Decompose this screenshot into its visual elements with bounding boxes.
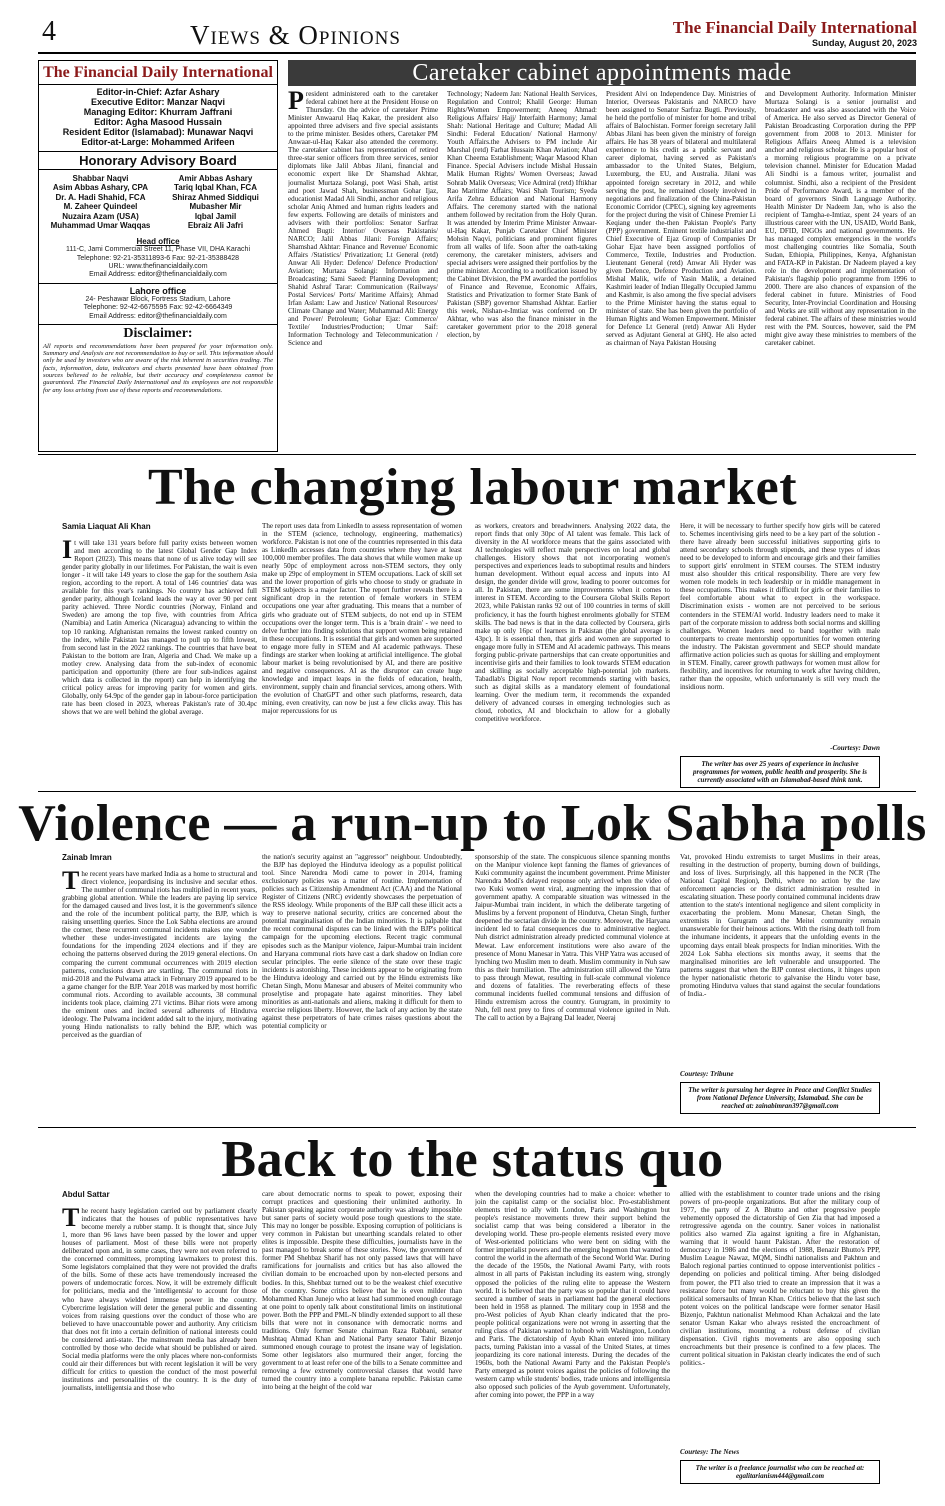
address-line: Email Address: editor@thefinancialdaily.com [89, 271, 227, 279]
paper-name: The Financial Daily International [672, 18, 917, 37]
article-caretaker-title: Caretaker cabinet appointments made [288, 60, 916, 86]
article-violence-col-3: sponsorship of the state. The conspicuous silence spanning months on the Manipur violence kept fanning the flames of grievances of Kuki community against the incumbent government. Prime Minister Narendra Modi's delayed response only arrived when the video of two Kuki women went viral, augmenting the impression that of government apathy. A comparable situation was witnessed in the Jaipur-Mumbai train incident, in which the deliberate targeting of Muslims by a fervent proponent of Hindutva, Chetan Singh, further deepened the sectarian divide in the country. Moreover, the Haryana incident led to fatal consequences due to administrative neglect. Nuh district administration already predicted communal violence at Mewat. Law enforcement institutions were also aware of the presence of Monu Manesar in Yatra. This VHP Yatra was accused of lynching two Muslim men to death. Muslim community in Nuh saw this as their humiliation. The administration still allowed the Yatra to pass through Mewat, resulting in full-scale communal violence and dozens of fatalities. The reverberating effects of these communal incidents fuelled communal tensions and diffusion of Hindu extremism across the country. Gurugram, in proximity to Nuh, fell next prey to fires of communal violence ignited in Nuh. The call to action by a Bajrang Dal leader, Neeraj [475, 853, 670, 1022]
advisory-board-left [43, 174, 158, 230]
board-member: Shabbar Naqvi [72, 174, 129, 183]
disclaimer-title: Disclaimer: [39, 324, 277, 342]
editor-line: Editor-in-Chief: Azfar Ashary [96, 87, 220, 97]
article-labour-col-1-wrap [62, 522, 257, 788]
article-labour-credit: -Courtesy: Dawn [830, 744, 880, 752]
section-title: Views & Opinions [190, 20, 401, 50]
article-statusquo-col-1: The recent hasty legislation carried out by parliament clearly indicates that the houses of public representatives have become merely a rubber stamp. It is thought that, since July 1, more than 96 laws have been passed by the lower and upper houses of parliament. Most of these bills were not properly deliberated upon and, in some cases, they were not even referred to the concerned committees, prompting lawmakers to protest this. Some legislators complained that they were not provided the drafts of the bills. Some of these acts have tremendously increased the powers of undemocratic forces. Now, it will be extremely difficult for politicians, media and the 'intelligentsia' to account for those who have always wielded immense power in the country. Cybercrime legislation will deter the general public and dissenting voices from raising questions over the conduct of those who are believed to have unaccountable power and authority. Any criticism that does not fit into a certain definition of national interests could be considered anti-state. The mainstream media has already been controlled by those who decide what should be published or aired. Social media platforms were the only places where non-conformists could air their differences but with recent legislation it will be very difficult for critics to question the conduct of the most powerful institutions and personalities of the country. It is the duty of journalists, intelligentsia and those who [62, 1207, 257, 1393]
article-statusquo-col-4-wrap [680, 1190, 880, 1498]
article-caretaker-col-4: and Development Authority. Information Minister Murtaza Solangi is a senior journalist and broadcaster and was also associated with the Voice of America. He also served as Director General of Pakistan Broadcasting Corporation during the PPP government from 2008 to 2013. Minister for Religious Affairs Aneeq Ahmed is a television anchor and religious scholar. He is a popular host of a morning religious programme on a private television channel. Minister for Education Madad Ali Sindhi is a famous writer, journalist and columnist. Sindhi, also a recipient of the President Pride of Performance Award, is a member of the board of governors Sindh Language Authority. Health Minister Dr Nadeem Jan, who is also the recipient of Tamgha-e-Imtiaz, spent 24 years of an illustrious career with the UN, USAID, World Bank, EU, DFID, INGOs and national governments. He has managed complex emergencies in the world's most challenging countries like Somalia, South Sudan, Ethiopia, Philippines, Kenya, Afghanistan and FATA-KP in Pakistan. Dr Nadeem played a key role in the development and implementation of Pakistan's flagship polio programme from 1996 to 2000. There are also chances of expansion of the federal cabinet in future. Ministries of Food Security, Inter-Provincial Coordination and Housing and Works are still without any representation in the federal cabinet. The affairs of these ministries would rest with the PM. Sources, however, said the PM might give away these ministries to members of the caretaker cabinet. [765, 90, 916, 348]
article-labour-bio: The writer has over 25 years of experience in inclusive programmes for women, public health and prosperity. She is currently associated with an Islamabad-based think tank. [680, 756, 880, 788]
section-divider [38, 454, 916, 455]
article-statusquo-bio: The writer is a freelance journalist who can be reached at: egalitarianism444@gmail.com [680, 1460, 880, 1484]
advisory-board-right [158, 174, 273, 230]
article-labour-col-4: Here, it will be necessary to further specify how girls will be catered to. Schemes incentivising girls need to be a key part of the solution - there have already been successful initiatives supporting girls to attend secondary schools through stipends, and these types of ideas need to be developed to inform and encourage girls and their families to support girls' enrolment in STEM courses. The STEM industry must also shoulder this critical responsibility. There are very few women role models in tech leadership or in middle management in these occupations. This makes it difficult for girls or their families to feel comfortable about what to expect in the workspace. Discrimination exists - women are not perceived to be serious contenders in the STEM/AI world. Industry leaders need to make it part of the corporate mission to address both social norms and skilling challenges. Women leaders need to band together with male counterparts to create mentorship opportunities for women entering the industry. The Pakistan government and SECP should mandate affirmative action policies such as quotas for skilling and employment in STEM. Finally, career growth pathways for women must allow for flexibility, and incentives for returning to work after having children, rather than the opposite, which unfortunately is still very much the insidious norm. [680, 522, 880, 691]
board-member: Amir Abbas Ashary [178, 174, 253, 183]
board-member: Ebraiz Ali Jafri [187, 221, 244, 231]
board-member: M. Zaheer Quindeel [63, 202, 138, 212]
masthead-rule [38, 52, 916, 54]
article-labour-col-4-wrap [680, 522, 880, 790]
board-member: Asim Abbas Ashary, CPA [52, 183, 149, 193]
address-line: Email Address: editor@thefinancialdaily.com [89, 312, 227, 320]
page-number: 4 [42, 16, 56, 47]
article-labour-col-1: It will take 131 years before full parity exists between women and men according to the latest Global Gender Gap Index Report (2023). This means that none of us alive today will see gender parity globally in our lifetimes. For Pakistan, the wait is even longer - it will take 149 years to close the gap for the southern Asia region, according to the report. A total of 146 countries' data was available for this year's rankings. No country has achieved full gender parity, although Iceland leads the way at over 90 per cent parity achieved. Three Nordic countries (Norway, Finland and Sweden) are among the top five, with countries from Africa (Namibia) and Latin America (Nicaragua) advancing to within the top 10 ranking. Afghanistan remains the lowest ranked country on the index, while Pakistan has managed to pull up to fifth lowest, from second last in the 2022 rankings. The countries that have beat Pakistan to the bottom are Iran, Algeria and Chad. We make up a motley crew. Analysing data from the sub-index of economic participation and opportunity (there are four sub-indices against which data is collected in the report) can help in identifying the critical policy areas for improving parity for women and girls. Globally, only 64.9pc of the gender gap in labour-force participation rate has been closed in 2023, whereas Pakistan's rate of 30.4pc shows that we are well behind the global average. [62, 539, 257, 716]
article-statusquo-col-3: when the developing countries had to make a choice: whether to join the capitalist camp or the socialist bloc. Pro-establishment elements tried to ally with London, Paris and Washington but people's resistance movements threw their support behind the socialist camp that was being considered a liberator in the developing world. These pro-people elements resisted every move of West-oriented politicians who were bent on siding with the former imperialist powers and the emerging hegemon that wanted to control the world in the aftermath of the Second World War. During the decade of the 1950s, the National Awami Party, with roots almost in all parts of Pakistan including its eastern wing, strongly opposed the policies of the ruling elite to appease the Western world. It is believed that the party was so popular that it could have secured a number of seats in parliament had the general elections been held in 1958 as planned. The military coup in 1958 and the pro-West policies of Ayub Khan clearly indicated that the pro-people political organizations were not wrong in asserting that the ruling class of Pakistan wanted to hobnob with Washington, London and Paris. The dictatorship of Ayub Khan entered into military pacts, turning Pakistan into a vassal of the United States, at times jeopardizing its core national interests. During the decades of the 1960s, both the National Awami Party and the Pakistan People's Party emerged as potent voices against the policies of following the western camp while students' bodies, trade unions and intelligentsia also opposed such policies of the Ayub government. Unfortunately, after coming into power, the PPP in a way [475, 1190, 670, 1400]
article-violence-col-1: The recent years have marked India as a home to structural and direct violence, jeopardising its inclusive and secular ethos. The number of communal riots has multiplied in recent years, grabbing global attention. While the leaders are paying lip service for the damaged caused and lives lost, it is the government's silence and the role of the incumbent political party, the BJP, which is raising unsettling queries. Since the Lok Sabha elections are around the corner, these recurrent communal incidents makes one wonder whether these under-investigated incidents are laying the foundations for the impending 2024 elections and if they are echoing the patterns observed during the 2019 general elections. On comparing the current communal occurrences with 2019 election patterns, conclusions drawn are startling. The communal riots in mid-2018 and the Pulwama attack in February 2019 appeared to be a game changer for the BJP. Year 2018 was marked by most horrific communal riots. According to available accounts, 38 communal incidents took place, claiming 271 victims. Bihar riots were among the eminent ones and incited several adherents of Hindutva ideology. The Pulwama incident added salt to the injury, motivating young Hindu nationalists to rally behind the BJP, which was perceived as the guardian of [62, 870, 257, 1039]
article-statusquo-col-4: allied with the establishment to counter trade unions and the rising powers of pro-people organizations. But after the military coup of 1977, the party of Z A Bhutto and other progressive people vehemently opposed the dictatorship of Gen Zia that had imposed a retrogressive agenda on the country. Saner voices in nationalist politics also warned Zia against igniting a fire in Afghanistan, warning that it would haunt Pakistan. After the restoration of democracy in 1986 and the elections of 1988, Benazir Bhutto's PPP, Muslim League Nawaz, MQM, Sindhi nationalists and Pakhtun and Baloch regional parties continued to oppose interventionist politics - depending on policies and political timing. After being dislodged from power, the PTI also tried to create an impression that it was a resistance force but many would be reluctant to buy this given the political somersaults of Imran Khan. Critics believe that the last such potent voices on the political landscape were former senator Hasil Bizenjo, Pakhtun nationalist Mehmood Khan Achakzai and the late senator Usman Kakar who always resisted the encroachment of civilian institutions, mounting a robust defense of civilian dispensation. Civil rights movements are also opposing such encroachments but their presence is confined to a few places. The current political situation in Pakistan clearly indicates the end of such politics.- [680, 1190, 880, 1367]
section-divider [38, 791, 916, 792]
address-line: Telephone: 92-21-35311893-6 Fax: 92-21-35388428 [76, 254, 240, 262]
sidebar-paper-name: The Financial Daily International [43, 64, 273, 81]
address-line: 111-C, Jami Commercial Street 11, Phase VII, DHA Karachi [65, 246, 250, 254]
disclaimer-text: All reports and recommendations have been prepared for your information only. Summary and Analysis are not recommendation to buy or sell. This information should only be used by investors who are aware of the risk inherent in securities trading. The facts, information, data, indicators and charts presented have been obtained from sources believed to be reliable, but their accuracy and completeness cannot be guaranteed. The Financial Daily International and its employees are not responsible for any loss arising from use of these reports and recommendations. [43, 342, 273, 394]
board-member: Tariq Iqbal Khan, FCA [174, 183, 257, 193]
article-violence-bio: The writer is pursuing her degree in Peace and Conflict Studies from National Defence University, Islamabad. She can be reached at: zainabimran397@gmail.com [680, 1082, 880, 1114]
address-line: Telephone: 92-42-6675595 Fax: 92-42-6664349 [83, 304, 233, 312]
board-member: Mubasher Mir [189, 202, 242, 212]
editor-line: Executive Editor: Manzar Naqvi [90, 97, 226, 107]
article-statusquo-title: Back to the status quo [221, 1131, 724, 1188]
article-violence-col-4: Vat, provoked Hindu extremists to target Muslims in their areas, resulting in the destruction of property, burning down of buildings, and loss of lives. Surprisingly, all this happened in the NCR (The National Capital Region), Delhi, where no action by the law enforcement agencies or the district administration resulted in escalating situation. These poorly contained communal incidents draw attention to the state's intentional negligence and silent complicity in exacerbating the problem. Monu Manesar, Chetan Singh, the extremists in Gurugram and the Meitei community remain unanswerable for their heinous actions. With the rising death toll from the inhumane incidents, it appears that the unfolding events in the upcoming days entail bleak prospects for Indian minorities. With the 2024 Lok Sabha elections six months away, it seems that the marginalised minorities are left vulnerable and unsupported. The patterns suggest that when the BJP contest elections, it hinges upon the hyper nationalistic rhetoric to galvanise the Hindu voter base, promoting Hindutva values that stand against the secular foundations of India.- [680, 853, 880, 998]
issue-date: Sunday, August 20, 2023 [811, 38, 917, 48]
head-office-address [39, 246, 277, 279]
article-labour-title: The changing labour market [147, 459, 798, 516]
article-statusquo-col-2: care about democratic norms to speak to power, exposing their corrupt practices and questioning their unlimited authority. In Pakistan speaking against corporate authority was already impossible but saner parts of society would pose tough questions to the state. This may no longer be possible. Exposing corruption of politicians is very common in Pakistan but unearthing scandals related to other elites is impossible. Despite these difficulties, journalists have in the past managed to break some of these stories. Now, the government of former PM Shehbaz Sharif has not only passed laws that will have ramifications for journalists and critics but has also allowed the civilian domain to be encroached upon by non-elected persons and bodies. In this, Shehbaz turned out to be the weakest chief executive of the country. Some critics believe that he is even milder than Mohammed Khan Junejo who at least had summoned enough courage at one point to openly talk about constitutional limits on institutional power. Both the PPP and PML-N blindly extended support to all these bills that were not in consonance with democratic norms and traditions. Only former Senate chairman Raza Rabbani, senator Mushtaq Ahmad Khan and National Party senator Tahir Bizenjo summoned enough courage to protest the insane way of legislation. Some other legislators also murmured their anger, forcing the government to at least refer one of the bills to a Senate committee and removing a few extremely controversial clauses that would have turned the country into a complete banana republic. Pakistan came into being at the height of the cold war [262, 1190, 462, 1392]
article-violence-byline: Zainab Imran [62, 853, 112, 862]
address-line: URL: www.thefinancialdaily.com [108, 262, 208, 270]
editor-line: Resident Editor (Islamabad): Munawar Naqvi [62, 127, 254, 137]
lahore-office-title: Lahore office [39, 283, 277, 296]
article-statusquo-byline: Abdul Sattar [62, 1190, 110, 1199]
article-caretaker-col-2: Technology; Nadeem Jan: National Health Services, Regulation and Control; Khalil George: Human Rights/Women Empowerment; Aneeq Ahmad: Religious Affairs/ Hajj/ Interfaith Harmony; Jamal Shah: National Heritage and Culture; Madad Ali Sindhi: Federal Education/ National Harmony/ Youth Affairs.the Advisers to PM include Air Marshal (retd) Farhat Hussain Khan Aviation; Ahad Khan Cheema Establishment; Waqar Masood Khan Finance. Special Advisers include Mishal Hussain Malik Human Rights/ Women Overseas; Jawad Sohrab Malik Overseas; Vice Admiral (retd) Iftikhar Rao Maritime Affairs; Wasi Shah Tourism; Syeda Arifa Zehra Education and National Harmony Affairs. The ceremony started with the national anthem followed by recitation from the Holy Quran. It was attended by Interim Prime Minister Anwaar-ul-Haq Kakar, Punjab Caretaker Chief Minister Mohsin Naqvi, politicians and prominent figures from all walks of life. Soon after the oath-taking ceremony, the caretaker ministers, advisers and special advisers were assigned their portfolios by the prime minister. According to a notification issued by the Cabinet Division, the PM awarded the portfolios of Finance and Revenue, Economic Affairs, Statistics and Privatization to former State Bank of Pakistan (SBP) governor Shamshad Akhtar. Earlier this week, Nishan-e-Imtiaz was conferred on Dr Akhtar, who was also the finance minister in the caretaker government prior to the 2018 general election, by [447, 90, 597, 340]
article-labour-col-3: as workers, creators and breadwinners. Analysing 2022 data, the report finds that only 30pc of AI talent was female. This lack of diversity in the AI workforce means that the gains associated with AI technologies will reflect male perspectives on local and global challenges. History shows that not incorporating women's perspectives and experiences leads to suboptimal results and hinders human development. Without equal access and inputs into AI design, the gender divide will grow, leading to poorer outcomes for all. In Pakistan, there are some improvements when it comes to interest in STEM. According to the Coursera Global Skills Report 2023, while Pakistan ranks 92 out of 100 countries in terms of skill proficiency, it has the fourth highest enrolments globally for STEM skills. The bad news is that in the data collected by Coursera, girls make up only 16pc of learners in Pakistan (the global average is 43pc). It is essential then, that girls and women are supported to engage more fully in STEM and AI academic pathways. This means forging public-private partnerships that can create opportunities and incentivise girls and their families to look towards STEM education and skilling as socially acceptable high-potential job markets. Tabadlab's Digital Now report recommends starting with basics, such as digital skills as a mandatory element of foundational learning. Over the medium term, it recommends the expanded delivery of advanced courses in emerging technologies such as cloud, robotics, AI and blockchain to allow for a globally competitive workforce. [475, 522, 670, 724]
advisory-board [39, 172, 277, 232]
masthead [0, 0, 945, 58]
article-labour-byline: Samia Liaquat Ali Khan [62, 522, 151, 531]
section-divider [38, 1127, 916, 1128]
article-caretaker-col-3: President Alvi on Independence Day. Ministries of Interior, Overseas Pakistanis and NARCO have been assigned to Senator Sarfraz Bugti. Previously, he held the portfolio of minister for home and tribal affairs of Balochistan. Former foreign secretary Jalil Abbas Jilani has been given the ministry of foreign affairs. He has 38 years of bilateral and multilateral experience to his credit as a public servant and career diplomat, having served as Pakistan's ambassador to the United States, Belgium, Luxemburg, the EU, and Australia. Jilani was appointed foreign secretary in 2012, and while serving the post, he remained closely involved in negotiations and finalization of the China-Pakistan Economic Corridor (CPEC), signing key agreements for the project during the visit of Chinese Premier Li Keqiang under the-then Pakistan People's Party (PPP) government. Eminent textile industrialist and Chief Executive of Ejaz Group of Companies Dr Gohar Ejaz have been assigned portfolios of Commerce, Textile, Industries and Production. Lieutenant General (retd) Anwar Ali Hyder was given Defence, Defence Production and Aviation. Mishal Malik, wife of Yasin Malik, a detained Kashmiri leader of Indian Illegally Occupied Jammu and Kashmir, is also among the five special advisers to the Prime Minister having the status equal to minister of state. She has been given the portfolio of Human Rights and Women Empowerment. Minister for Defence Lt General (retd) Anwar Ali Hyder served as Adjutant General at GHQ. He also acted as chairman of Naya Pakistan Housing [606, 90, 756, 348]
head-office-title: Head office [136, 237, 180, 247]
article-violence-credit: Courtesy: Tribune [680, 1070, 734, 1078]
article-caretaker-col-1: President administered oath to the caretaker federal cabinet here at the President House on Thursday. On the advice of caretaker Prime Minister Anwaarul Haq Kakar, the president also appointed three advisers and five special assistants to the prime minister. Besides others, Caretaker PM Anwaar-ul-Haq Kakar also attended the ceremony. The caretaker cabinet has representation of retired three-star senior officers from three services, senior diplomats like Jalil Abbas Jilani, financial and economic expert like Dr Shamshad Akhtar, journalist Murtaza Solangi, poet Wasi Shah, artist and poet Jawad Shah, businessman Gohar Ijaz, educationist Madad Ali Sindhi, anchor and religious scholar Aniq Ahmed and human rights leaders and few experts. Following are details of ministers and advisers with their portfolios: Senator Sarfraz Ahmed Bugti: Interior/ Overseas Pakistanis/ NARCO; Jalil Abbas Jilani: Foreign Affairs; Shamshad Akhtar: Finance and Revenue/ Economic Affairs /Statistics/ Privatization; Lt General (retd) Anwar Ali Hyder: Defence/ Defence Production/ Aviation; Murtaza Solangi: Information and Broadcasting; Sami Saeed: Planning Development; Shahid Ashraf Tarar: Communication (Railways/ Postal Services/ Ports/ Maritime Affairs); Ahmad Irfan Aslam: Law and Justice/ National Resources/ Climate Change and Water; Muhammad Ali: Energy and Power/ Petroleum; Gohar Ejaz: Commerce/ Textile/ Industries/Production; Umar Saif: Information Technology and Telecommunication / Science and [288, 90, 438, 348]
editor-line: Editor-at-Large: Mohammed Arifeen [81, 137, 235, 147]
board-member: Nuzaira Azam (USA) [62, 211, 139, 221]
article-violence-col-1-wrap [62, 853, 257, 1125]
advisory-board-title: Honorary Advisory Board [39, 151, 277, 170]
editor-line: Editor: Agha Masood Hussain [94, 117, 222, 127]
article-violence-col-4-wrap [680, 853, 880, 1125]
article-labour-col-2: The report uses data from LinkedIn to assess representation of women in the STEM (science, technology, engineering, mathematics) workforce. Pakistan is not one of the countries represented in this data as LinkedIn accesses data from countries where they have at least 100,000 member profiles. The data shows that while women make up nearly 50pc of employment across non-STEM sectors, they only make up 29pc of employment in STEM occupations. Lack of skill set and the lower proportion of girls who choose to study or graduate in STEM subjects is a major factor. The report further reveals there is a significant drop in the retention of female workers in STEM occupations one year after graduating. This means that a number of girls who graduate out of STEM subjects, do not end up in STEM occupations over the longer term. This is a 'brain drain' - we need to delve further into finding solutions that support women being retained in these occupations. It is essential that girls and women are supported to engage more fully in STEM and AI academic pathways. These findings are starker when looking at artificial intelligence. The global labour market is being revolutionised by AI, and there are positive and negative consequences. AI as the disruptor can create huge knowledge and impact leaps in the fields of education, health, environment, supply chain and financial services, among others. With the evolution of ChatGPT and other such platforms, research, data mining, even creativity, can now be just a few clicks away. This has major repercussions for us [262, 522, 462, 716]
editor-line: Managing Editor: Khurram Jaffrani [83, 107, 233, 117]
article-violence-title: Violence — a run-up to Lok Sabha polls [18, 795, 927, 852]
board-member: Dr. A. Hadi Shahid, FCA [55, 192, 146, 202]
article-statusquo-col-1-wrap [62, 1190, 257, 1498]
board-member: Shiraz Ahmed Siddiqui [172, 192, 259, 202]
editorial-sidebar [38, 60, 278, 452]
lahore-office-address [39, 296, 277, 321]
board-member: Muhammad Umar Waqqas [50, 221, 151, 231]
article-violence-col-2: the nation's security against an "aggressor" neighbour. Undoubtedly, the BJP has deployed the Hindutva ideology as a populist political tool. Since Narendra Modi came to power in 2014, framing exclusionary policies was a matter of routine. Implementation of policies such as Citizenship Amendment Act (CAA) and the National Register of Citizens (NRC) evidently showcases the perpetuation of the RSS ideology. While proponents of the BJP call these illicit acts a way to preserve national security, critics are concerned about the potential marginalisation of the Indian minorities. It is palpable that the recent communal disputes can be linked with the BJP's political campaign for the upcoming elections. Recent tragic communal episodes such as the Manipur violence, Jaipur-Mumbai train incident and Haryana communal riots have cast a dark shadow on Indian core secular principles. The eerie silence of the state over these tragic incidents is astonishing. These incidents appear to be originating from the Hindutva ideology and carried out by the Hindu extremists like Chetan Singh, Monu Manesar and abusers of Meitei community who proselytise and propagate hate against minorities. They label minorities as anti-nationals and aliens, making it difficult for them to exercise religious liberty. However, the lack of any action by the state against these perpetrators of hate crimes raises questions about the potential complicity or [262, 853, 462, 1030]
address-line: 24- Peshawar Block, Fortress Stadium, Lahore [85, 296, 231, 304]
article-statusquo-credit: Courtesy: The News [680, 1448, 740, 1456]
board-member: Iqbal Jamil [194, 211, 237, 221]
